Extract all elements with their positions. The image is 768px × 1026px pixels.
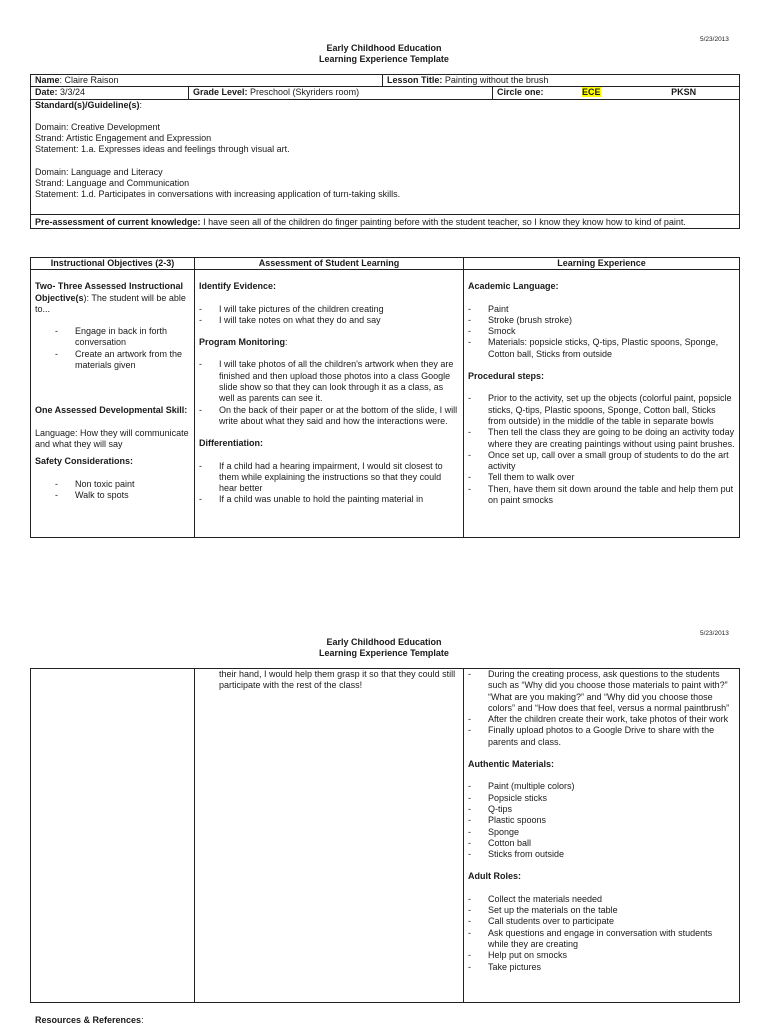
ece-highlight: ECE (582, 87, 601, 98)
main-table-page2 (30, 668, 740, 1003)
lesson-title-cell: Lesson Title: Painting without the brush (383, 75, 740, 87)
main-table-page1 (30, 257, 740, 538)
col-header-objectives: Instructional Objectives (2-3) (31, 258, 195, 270)
standards-cell: Standard(s)/Guideline(s): Domain: Creative Development Strand: Artistic Engagement and Expression Statement: 1.a. Expresses ideas and feelings through visual art. Domain: Language and Literacy Strand: Language and Communication Statement: 1.d. Participates in conversations with increasing application of turn-taking skills. Pre-assessment of current knowledge: I have seen all of the children do finger painting before with the student teacher, so I know they know how to kind of paint. (31, 99, 740, 228)
document-subtitle-page2: Learning Experience Template (319, 648, 449, 658)
resources-heading: Resources & References: (35, 1015, 144, 1025)
document-subtitle: Learning Experience Template (319, 54, 449, 64)
pksn-option: PKSN (671, 87, 697, 98)
objectives-cell: Two- Three Assessed Instructional Objective(s): The student will be able to... - Engage in back in forth conversation - Create an artwork from the materials given One Assessed Developmental Skill: Language: How they will communicate and what they will say Safety Considerations: - Non toxic paint - Walk to spots (31, 270, 195, 538)
document-title: Early Childhood Education (326, 43, 442, 53)
objectives-cell-continued (31, 669, 195, 1003)
assessment-cell: Identify Evidence: - I will take pictures of the children creating - I will take notes on what they do and say Program Monitoring: - I will take photos of all the children's artwork when they are finished and then upload those photos into a class Google slide show so that they can look through it as a class, as well as parents can see it. - On the back of their paper or at the bottom of the slide, I will write about what they said and how the interactions were. Differentiation: - If a child had a hearing impairment, I would sit closest to them while explaining the instructions so that they could hear better - If a child was unable to hold the painting material in (195, 270, 464, 538)
pre-assessment: Pre-assessment of current knowledge: I have seen all of the children do finger painting before with the student teacher, so I know they know how to kind of paint. (35, 216, 686, 227)
document-title-page2: Early Childhood Education (326, 637, 442, 647)
date-stamp-page2: 5/23/2013 (700, 630, 729, 637)
grade-level-cell: Grade Level: Preschool (Skyriders room) (189, 87, 493, 99)
col-header-assessment: Assessment of Student Learning (195, 258, 464, 270)
col-header-experience: Learning Experience (464, 258, 740, 270)
date-cell: Date: 3/3/24 (31, 87, 189, 99)
date-stamp: 5/23/2013 (700, 36, 729, 43)
experience-cell: Academic Language: - Paint - Stroke (brush stroke) - Smock - Materials: popsicle sticks, Q-tips, Plastic spoons, Sponge, Cotton ball, Sticks from outside Procedural steps: - Prior to the activity, set up the objects (colorful paint, popsicle sticks, Q-tips, Plastic spoons, Sponge, Cotton ball, Sticks from outside) in the middle of the table in separate bowls - Then tell the class they are going to be doing an activity today where they are creating paintings without using paint brushes. - Once set up, call over a small group of students to do the art activity - Tell them to walk over - Then, have them sit down around the table and help them put on paint smocks (464, 270, 740, 538)
header-table (30, 74, 740, 229)
assessment-cell-continued: their hand, I would help them grasp it so that they could still participate with the rest of the class! (195, 669, 464, 1003)
experience-cell-continued: - During the creating process, ask questions to the students such as “Why did you choose those materials to paint with?” “What are you making?” and “Why did you choose those colors” and “How does that feel, versus a normal paintbrush” - After the children create their work, take photos of their work - Finally upload photos to a Google Drive to share with the parents and class. Authentic Materials: - Paint (multiple colors) - Popsicle sticks - Q-tips - Plastic spoons - Sponge - Cotton ball - Sticks from outside Adult Roles: - Collect the materials needed - Set up the materials on the table - Call students over to participate - Ask questions and engage in conversation with students while they are creating - Help put on smocks - Take pictures (464, 669, 740, 1003)
name-cell: Name: Claire Raison (31, 75, 383, 87)
circle-one-cell: Circle one: ECE PKSN (493, 87, 740, 99)
